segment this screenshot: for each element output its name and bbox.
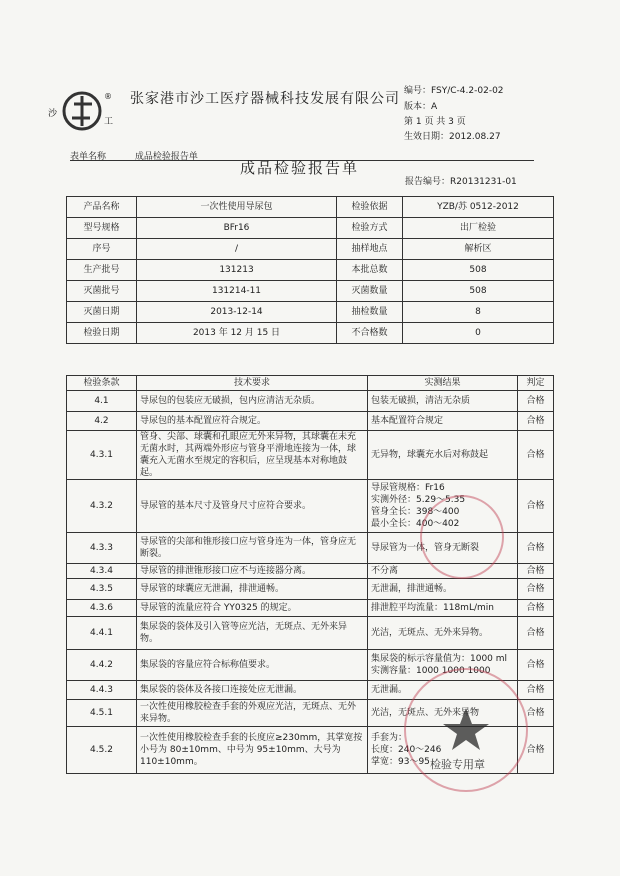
company-seal-stamp — [420, 495, 504, 579]
clause-number: 4.3.1 — [67, 431, 137, 480]
result-text: 导尿管规格：Fr16 实测外径：5.29～5.35 管身全长：398～400 最小全长：400～402 — [368, 480, 518, 533]
table-row — [67, 579, 554, 600]
verdict-text: 合格 — [518, 681, 554, 700]
result-text: 集尿袋的标示容量值为：1000 ml 实测容量：1000 1000 1000 — [368, 650, 518, 681]
clause-number: 4.3.5 — [67, 579, 137, 600]
product-info-table — [66, 196, 554, 344]
info-label: 灭菌批号 — [67, 281, 137, 302]
info-row — [67, 197, 554, 218]
info-label: 抽样地点 — [337, 239, 403, 260]
table-row — [67, 600, 554, 617]
requirement-text: 导尿管的流量应符合 YY0325 的规定。 — [137, 600, 368, 617]
result-text: 光洁，无斑点、无外来异物 — [368, 700, 518, 727]
company-name: 张家港市沙工医疗器械科技发展有限公司 — [130, 91, 400, 107]
clause-number: 4.5.1 — [67, 700, 137, 727]
requirement-text: 管身、尖部、球囊和孔眼应无外来异物，其球囊在未充无菌水时，其两端外形应与管身平滑地连接为一体，球囊充入无菌水至规定的容积后，应呈现基本对称地鼓起。 — [137, 431, 368, 480]
info-value: YZB/苏 0512-2012 — [403, 197, 554, 218]
table-row — [67, 617, 554, 650]
info-value: 508 — [403, 260, 554, 281]
requirement-text: 导尿包的基本配置应符合规定。 — [137, 412, 368, 431]
verdict-text: 合格 — [518, 617, 554, 650]
result-text: 基本配置符合规定 — [368, 412, 518, 431]
report-title: 成品检验报告单 — [240, 159, 360, 177]
clause-number: 4.3.3 — [67, 533, 137, 564]
info-label: 检验日期 — [67, 323, 137, 344]
logo-text-right: 工 — [104, 117, 114, 127]
clause-number: 4.5.2 — [67, 727, 137, 774]
verdict-text: 合格 — [518, 564, 554, 579]
info-value: 131213 — [137, 260, 337, 281]
verdict-text: 合格 — [518, 727, 554, 774]
verdict-text: 合格 — [518, 600, 554, 617]
table-row — [67, 412, 554, 431]
clause-number: 4.4.3 — [67, 681, 137, 700]
clause-number: 4.3.2 — [67, 480, 137, 533]
inspection-seal-stamp — [404, 668, 528, 792]
table-header-row — [67, 376, 554, 391]
info-row — [67, 239, 554, 260]
requirement-text: 导尿包的包装应无破损，包内应清洁无杂质。 — [137, 391, 368, 412]
info-value: 131214-11 — [137, 281, 337, 302]
result-text: 无泄漏。 — [368, 681, 518, 700]
verdict-text: 合格 — [518, 412, 554, 431]
requirement-text: 集尿袋的袋体及各接口连接处应无泄漏。 — [137, 681, 368, 700]
info-label: 灭菌日期 — [67, 302, 137, 323]
info-value: 0 — [403, 323, 554, 344]
info-label: 不合格数 — [337, 323, 403, 344]
logo-text-left: 沙 — [48, 109, 58, 119]
verdict-text: 合格 — [518, 533, 554, 564]
result-text: 导尿管为一体，管身无断裂 — [368, 533, 518, 564]
info-label: 检验方式 — [337, 218, 403, 239]
info-label: 灭菌数量 — [337, 281, 403, 302]
company-logo — [48, 86, 122, 136]
info-row — [67, 281, 554, 302]
info-value: 解析区 — [403, 239, 554, 260]
info-row — [67, 218, 554, 239]
result-text: 无异物，球囊充水后对称鼓起 — [368, 431, 518, 480]
info-label: 检验依据 — [337, 197, 403, 218]
info-value: 8 — [403, 302, 554, 323]
info-value: / — [137, 239, 337, 260]
result-text: 无泄漏，排泄通畅。 — [368, 579, 518, 600]
table-row — [67, 391, 554, 412]
clause-number: 4.3.6 — [67, 600, 137, 617]
doc-effective-date: 生效日期：2012.08.27 — [404, 132, 501, 142]
stamp-text: 检验专用章 — [430, 758, 485, 771]
info-label: 本批总数 — [337, 260, 403, 281]
info-value: 2013 年 12 月 15 日 — [137, 323, 337, 344]
form-name: 成品检验报告单 — [134, 152, 198, 162]
info-label: 型号规格 — [67, 218, 137, 239]
requirement-text: 集尿袋的袋体及引入管等应光洁，无斑点、无外来异物。 — [137, 617, 368, 650]
requirement-text: 一次性使用橡胶检查手套的长度应≥230mm，其掌宽按小号为 80±10mm、中号为 95±10mm、大号为 110±10mm。 — [137, 727, 368, 774]
star-icon — [406, 670, 526, 790]
clause-number: 4.4.1 — [67, 617, 137, 650]
doc-page: 第 1 页 共 3 页 — [404, 117, 466, 127]
verdict-text: 合格 — [518, 700, 554, 727]
info-label: 抽检数量 — [337, 302, 403, 323]
result-text: 排泄腔平均流量：118mL/min — [368, 600, 518, 617]
requirement-text: 一次性使用橡胶检查手套的外观应光洁，无斑点、无外来异物。 — [137, 700, 368, 727]
verdict-text: 合格 — [518, 579, 554, 600]
verdict-text: 合格 — [518, 431, 554, 480]
info-row — [67, 323, 554, 344]
verdict-text: 合格 — [518, 480, 554, 533]
requirement-text: 导尿管的球囊应无泄漏，排泄通畅。 — [137, 579, 368, 600]
requirement-text: 导尿管的排泄锥形接口应不与连接器分离。 — [137, 564, 368, 579]
clause-number: 4.2 — [67, 412, 137, 431]
requirement-text: 导尿管的基本尺寸及管身尺寸应符合要求。 — [137, 480, 368, 533]
result-text: 光洁，无斑点、无外来异物。 — [368, 617, 518, 650]
result-text: 不分离 — [368, 564, 518, 579]
header-verdict: 判定 — [518, 376, 554, 391]
form-label: 表单名称 — [70, 152, 107, 162]
info-value: BFr16 — [137, 218, 337, 239]
result-text: 包装无破损，清洁无杂质 — [368, 391, 518, 412]
verdict-text: 合格 — [518, 650, 554, 681]
clause-number: 4.3.4 — [67, 564, 137, 579]
header-requirement: 技术要求 — [137, 376, 368, 391]
header-result: 实测结果 — [368, 376, 518, 391]
info-label: 序号 — [67, 239, 137, 260]
clause-number: 4.1 — [67, 391, 137, 412]
doc-number: 编号：FSY/C-4.2-02-02 — [404, 86, 504, 96]
result-text: 手套为： 长度：240～246 掌宽：93～95 — [368, 727, 518, 774]
info-value: 出厂检验 — [403, 218, 554, 239]
info-label: 产品名称 — [67, 197, 137, 218]
info-label: 生产批号 — [67, 260, 137, 281]
verdict-text: 合格 — [518, 391, 554, 412]
info-value: 一次性使用导尿包 — [137, 197, 337, 218]
header-clause: 检验条款 — [67, 376, 137, 391]
info-row — [67, 302, 554, 323]
info-value: 2013-12-14 — [137, 302, 337, 323]
requirement-text: 导尿管的尖部和锥形接口应与管身连为一体，管身应无断裂。 — [137, 533, 368, 564]
info-row — [67, 260, 554, 281]
doc-version: 版本：A — [404, 102, 438, 112]
requirement-text: 集尿袋的容量应符合标称值要求。 — [137, 650, 368, 681]
logo-registered: ® — [104, 92, 112, 101]
table-row — [67, 431, 554, 480]
info-value: 508 — [403, 281, 554, 302]
report-number: 报告编号：R20131231-01 — [405, 177, 517, 187]
clause-number: 4.4.2 — [67, 650, 137, 681]
